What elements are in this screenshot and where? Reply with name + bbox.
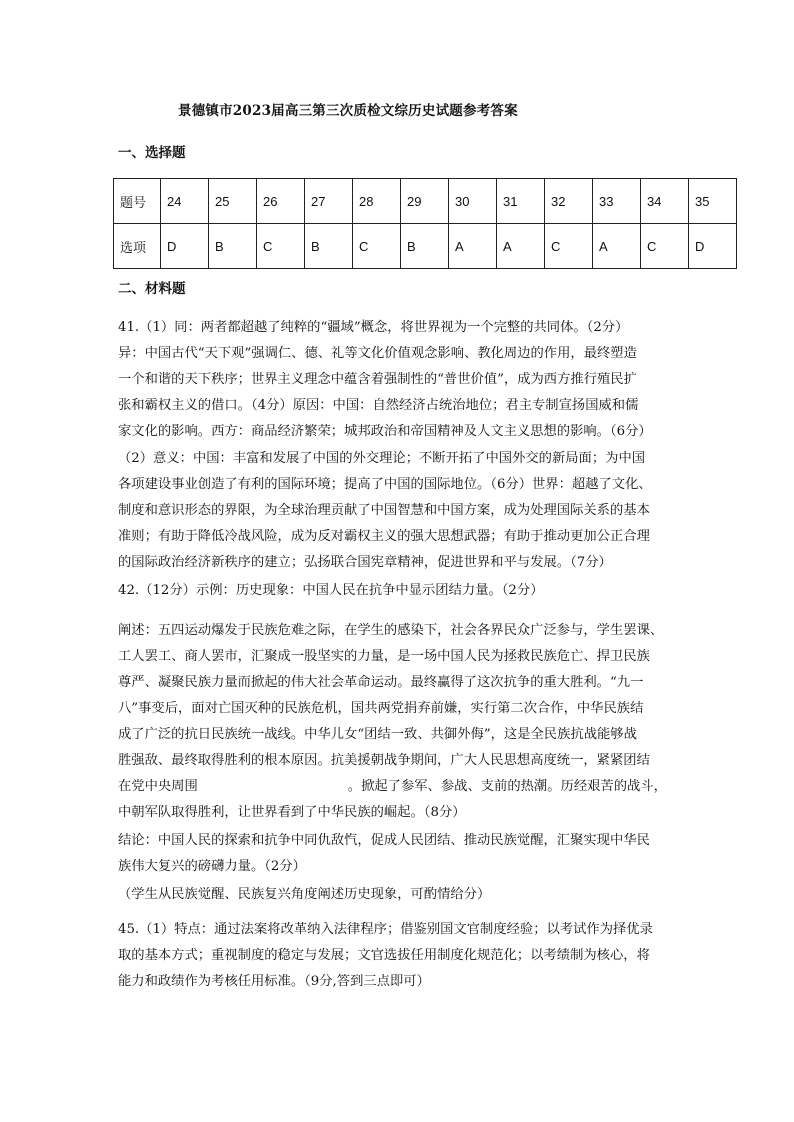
- table-cell: 35: [689, 179, 737, 224]
- text-line: 阐述：五四运动爆发于民族危难之际，在学生的感染下，社会各界民众广泛参与，学生罢课、: [118, 623, 664, 638]
- text-line-with-gap: [118, 774, 678, 800]
- text-fragment: 在党中央周围: [118, 779, 198, 794]
- answer-41-part2: [118, 446, 678, 576]
- text-line: 八”事变后，面对亡国灭种的民族危机，国共两党捐弃前嫌，实行第二次合作，中华民族结: [118, 701, 644, 716]
- text-line: （2）意义：中国：丰富和发展了中国的外交理论；不断开拓了中国外交的新局面；为中国: [118, 451, 646, 466]
- text-line: 尊严、凝聚民族力量而掀起的伟大社会革命运动。最终赢得了这次抗争的重大胜利。“九一: [118, 675, 644, 690]
- text-line: 一个和谐的天下秩序；世界主义理念中蕴含着强制性的“普世价值”，成为西方推行殖民扩: [118, 372, 637, 387]
- answer-42-body: [118, 618, 678, 826]
- table-cell: D: [689, 224, 737, 269]
- text-line: 结论：中国人民的探索和抗争中同仇敌忾，促成人民团结、推动民族觉醒，汇聚实现中华民: [118, 833, 650, 848]
- answer-41-part1: [118, 315, 678, 445]
- text-line: 42.（12分）示例：历史现象：中国人民在抗争中显示团结力量。（2分）: [118, 583, 544, 598]
- text-fragment: 。掀起了参军、参战、支前的热潮。历经艰苦的战斗，: [347, 779, 667, 794]
- answer-42-heading: [118, 578, 678, 604]
- document-title: 景德镇市2023届高三第三次质检文综历史试题参考答案: [178, 103, 518, 119]
- table-cell: 33: [593, 179, 641, 224]
- table-cell: B: [209, 224, 257, 269]
- text-line: 中朝军队取得胜利，让世界看到了中华民族的崛起。（8分）: [118, 805, 466, 820]
- table-cell: C: [353, 224, 401, 269]
- table-row-answers: [114, 224, 737, 269]
- text-line: 工人罢工、商人罢市，汇聚成一股坚实的力量，是一场中国人民为拯救民族危亡、捍卫民族: [118, 649, 650, 664]
- text-line: 的国际政治经济新秩序的建立；弘扬联合国宪章精神，促进世界和平与发展。（7分）: [118, 555, 612, 570]
- text-line: 异：中国古代“天下观”强调仁、德、礼等文化价值观念影响、教化周边的作用，最终塑造: [118, 346, 637, 361]
- table-cell: 30: [449, 179, 497, 224]
- answer-45-part1: [118, 917, 678, 995]
- table-cell: 34: [641, 179, 689, 224]
- text-line: 45.（1）特点：通过法案将改革纳入法律程序；借鉴别国文官制度经验；以考试作为择优录: [118, 922, 653, 937]
- section-heading-material: 二、材料题: [118, 281, 186, 297]
- text-line: 制度和意识形态的界限，为全球治理贡献了中国智慧和中国方案，成为处理国际关系的基本: [118, 503, 650, 518]
- table-cell: C: [641, 224, 689, 269]
- text-line: 取的基本方式；重视制度的稳定与发展；文官选拔任用制度化规范化；以考绩制为核心，将: [118, 948, 650, 963]
- table-header-question-number: 题号: [114, 179, 161, 224]
- text-line: 族伟大复兴的磅礴力量。（2分）: [118, 859, 306, 874]
- text-line: 家文化的影响。西方：商品经济繁荣；城邦政治和帝国精神及人文主义思想的影响。（6分）: [118, 424, 652, 439]
- table-header-option: 选项: [114, 224, 161, 269]
- table-cell: A: [497, 224, 545, 269]
- text-line: 张和霸权主义的借口。（4分）原因：中国：自然经济占统治地位；君主专制宣扬国威和儒: [118, 398, 639, 413]
- text-line: 41.（1）同：两者都超越了纯粹的“疆域”概念，将世界视为一个完整的共同体。（2分）: [118, 320, 629, 335]
- table-cell: C: [257, 224, 305, 269]
- table-cell: 26: [257, 179, 305, 224]
- table-cell: 24: [161, 179, 209, 224]
- answer-table: [113, 178, 737, 269]
- text-line: 成了广泛的抗日民族统一战线。中华儿女“团结一致、共御外侮”，这是全民族抗战能够战: [118, 727, 637, 742]
- table-cell: D: [161, 224, 209, 269]
- text-line: 准则；有助于降低冷战风险，成为反对霸权主义的强大思想武器；有助于推动更加公正合理: [118, 529, 650, 544]
- table-cell: 32: [545, 179, 593, 224]
- table-cell: C: [545, 224, 593, 269]
- table-cell: 29: [401, 179, 449, 224]
- table-cell: 28: [353, 179, 401, 224]
- answer-42-conclusion: [118, 828, 678, 880]
- text-line: 各项建设事业创造了有利的国际环境；提高了中国的国际地位。（6分）世界：超越了文化、: [118, 477, 652, 492]
- table-cell: A: [593, 224, 641, 269]
- text-line: 能力和政绩作为考核任用标准。（9分,答到三点即可）: [118, 974, 430, 989]
- answer-42-note: [118, 882, 678, 908]
- table-row-numbers: [114, 179, 737, 224]
- text-line: （学生从民族觉醒、民族复兴角度阐述历史现象，可酌情给分）: [118, 887, 491, 902]
- table-cell: 27: [305, 179, 353, 224]
- table-cell: A: [449, 224, 497, 269]
- table-cell: B: [305, 224, 353, 269]
- section-heading-choice: 一、选择题: [118, 145, 186, 161]
- table-cell: B: [401, 224, 449, 269]
- table-cell: 25: [209, 179, 257, 224]
- text-line: 胜强敌、最终取得胜利的根本原因。抗美援朝战争期间，广大人民思想高度统一，紧紧团结: [118, 753, 650, 768]
- table-cell: 31: [497, 179, 545, 224]
